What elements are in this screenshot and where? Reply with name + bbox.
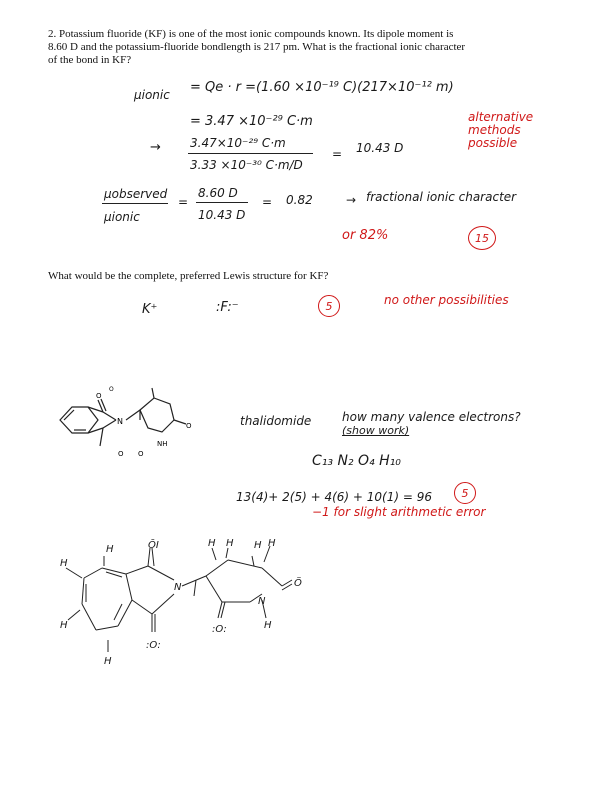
- skeletal-oxygen-top: O: [96, 392, 102, 400]
- question-2-line-3: of the bond in KF?: [48, 54, 132, 66]
- lewis-h-ring-1: H: [208, 538, 216, 549]
- conversion-arrow: →: [150, 140, 161, 155]
- skeletal-oxygen-small: O: [109, 386, 114, 393]
- alternative-methods-note-3: possible: [468, 136, 518, 150]
- lewis-h-ring-4: H: [268, 538, 276, 549]
- question-2-line-1: 2. Potassium fluoride (KF) is one of the most ionic compounds known. Its dipole moment is: [48, 28, 454, 40]
- show-work-note: (show work): [342, 424, 410, 437]
- ratio-denominator: 10.43 D: [198, 208, 246, 222]
- lewis-h-ring-2: H: [226, 538, 234, 549]
- mu-ionic-label: μionic: [134, 88, 170, 102]
- lewis-h-nh: H: [264, 620, 272, 631]
- ionic-dipole-equation: = Qe · r =(1.60 ×10⁻¹⁹ C)(217×10⁻¹² m): [190, 80, 454, 95]
- lewis-o-top: ŌI: [148, 540, 159, 551]
- mu-ionic-denominator-label: μionic: [104, 210, 140, 224]
- ratio-numerator: 8.60 D: [198, 186, 238, 200]
- lewis-question: What would be the complete, preferred Lewis structure for KF?: [48, 270, 329, 282]
- ratio-arrow: →: [346, 193, 357, 207]
- skeletal-oxygen-right: O: [186, 422, 192, 430]
- lewis-h-bottom-left: H: [60, 620, 68, 631]
- lewis-o-bottom: :O:: [146, 640, 161, 651]
- lewis-h-ring-3: H: [254, 540, 262, 551]
- lewis-h-bottom: H: [104, 656, 112, 667]
- no-other-possibilities-note: no other possibilities: [384, 293, 509, 307]
- ionic-dipole-value: = 3.47 ×10⁻²⁹ C·m: [190, 114, 313, 129]
- lewis-h-top: H: [106, 544, 114, 555]
- alternative-methods-note-1: alternative: [468, 110, 534, 124]
- skeletal-nh: NH: [157, 440, 168, 448]
- ratio-equals-2: =: [262, 195, 273, 209]
- percent-answer: or 82%: [342, 228, 389, 243]
- skeletal-nitrogen: N: [117, 417, 123, 426]
- potassium-ion: K⁺: [142, 302, 158, 317]
- alternative-methods-note-2: methods: [468, 123, 521, 137]
- conversion-result: 10.43 D: [356, 141, 404, 155]
- fractional-ionic-character-label: fractional ionic character: [366, 190, 517, 204]
- lewis-h-left: H: [60, 558, 68, 569]
- ratio-result: 0.82: [286, 193, 313, 207]
- score-circle-5-thalidomide: 5: [454, 482, 476, 504]
- lewis-o-lower: :O:: [212, 624, 227, 635]
- skeletal-oxygen-bottom-2: O: [138, 450, 144, 458]
- lewis-n-amide: N: [258, 596, 266, 607]
- mu-observed-label: μobserved: [104, 187, 168, 201]
- conversion-equals: =: [332, 147, 343, 161]
- molecular-formula: C₁₃ N₂ O₄ H₁₀: [312, 453, 401, 469]
- valence-electron-calculation: 13(4)+ 2(5) + 4(6) + 10(1) = 96: [236, 490, 432, 504]
- conversion-denominator: 3.33 ×10⁻³⁰ C·m/D: [190, 158, 303, 172]
- fluoride-ion: :F:⁻: [216, 300, 239, 315]
- lewis-n-imide: N: [174, 582, 182, 593]
- ratio-equals-1: =: [178, 195, 189, 209]
- valence-electrons-question: how many valence electrons?: [342, 410, 521, 424]
- score-circle-15: 15: [468, 226, 496, 250]
- thalidomide-label: thalidomide: [240, 414, 312, 428]
- question-2-line-2: 8.60 D and the potassium-fluoride bondlength is 217 pm. What is the fractional ionic character: [48, 41, 466, 53]
- score-circle-5-lewis: 5: [318, 295, 340, 317]
- lewis-o-right: Ö: [294, 578, 302, 589]
- arithmetic-deduction-note: −1 for slight arithmetic error: [312, 505, 486, 519]
- skeletal-oxygen-bottom-1: O: [118, 450, 124, 458]
- conversion-numerator: 3.47×10⁻²⁹ C·m: [190, 136, 286, 150]
